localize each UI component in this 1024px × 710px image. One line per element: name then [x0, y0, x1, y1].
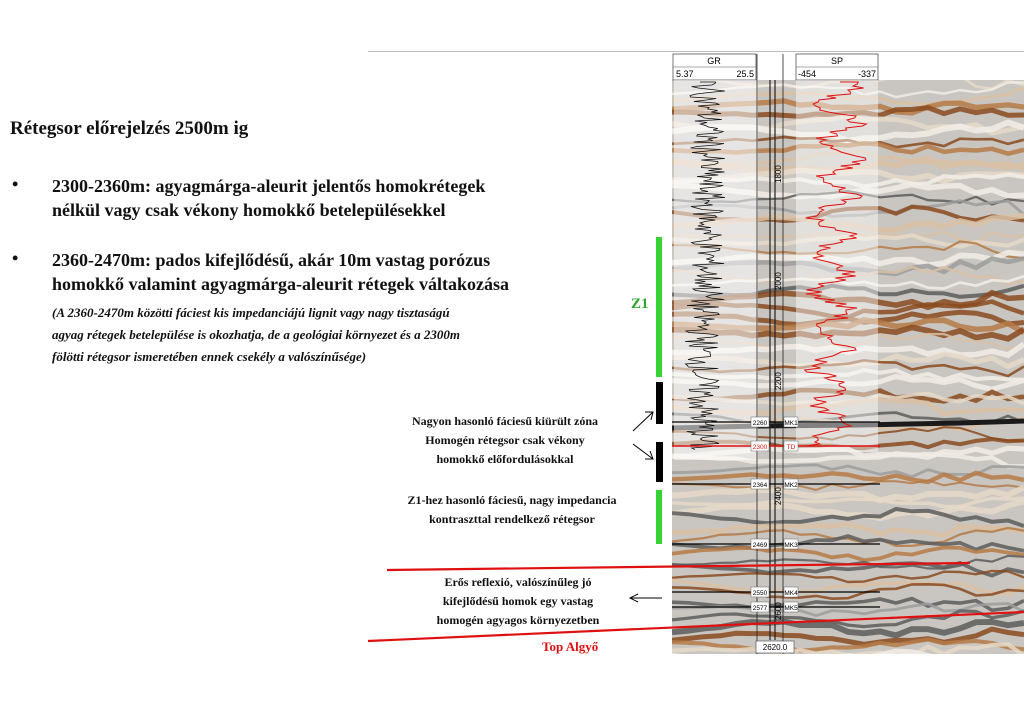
bullet-marker: •: [12, 174, 19, 194]
gr-track-name: GR: [707, 56, 721, 66]
arrow-to-homogeneous-zone: [633, 444, 653, 459]
marker-name: MK4: [784, 590, 798, 597]
sp-track-header: [796, 54, 878, 80]
note-line-3: fölötti rétegsor ismeretében ennek csekély a valószínűsége): [52, 349, 367, 364]
marker-depth: 2577: [752, 605, 768, 612]
gr-max: 25.5: [736, 69, 754, 79]
bottom-depth-value: 2620.0: [762, 643, 788, 652]
marker-depth: 2364: [752, 482, 768, 489]
depleted-line-3: homokkő előfordulásokkal: [436, 452, 574, 466]
z1-zone-bar: [656, 237, 662, 377]
depth-tick-label: 1800: [774, 165, 783, 183]
z1like-line-1: Z1-hez hasonló fáciesű, nagy impedancia: [407, 493, 617, 507]
note-line-1: (A 2360-2470m közötti fáciest kis impedanciájú lignit vagy nagy tisztaságú: [52, 305, 450, 320]
arrow-to-strong-reflection: [630, 594, 662, 602]
depth-tick-label: 2400: [774, 487, 783, 505]
marker-depth: 2260: [752, 420, 768, 427]
label-top-algyo: Top Algyő: [542, 639, 599, 654]
sp-min: -454: [798, 69, 817, 79]
marker-name: MK3: [784, 542, 798, 549]
depth-tick-label: 2600: [774, 602, 783, 620]
page-title: Rétegsor előrejelzés 2500m ig: [10, 118, 249, 139]
marker-name: TD: [786, 444, 796, 451]
marker-depth: 2469: [752, 542, 768, 549]
reflection-line-2: kifejlődésű homok egy vastag: [442, 594, 594, 608]
sp-track-name: SP: [830, 56, 844, 66]
reflection-line-1: Erős reflexió, valószínűleg jó: [444, 575, 592, 589]
gr-min: 5.37: [676, 69, 694, 79]
bullet-1-line-2: nélkül vagy csak vékony homokkő betelepülésekkel: [52, 200, 446, 220]
homogeneous-zone-bar: [656, 442, 663, 482]
marker-name: MK5: [784, 605, 798, 612]
depth-tick-label: 2000: [774, 272, 783, 290]
note-line-2: agyag rétegek betelepülése is okozhatja, de a geológiai környezet és a 2300m: [52, 327, 460, 342]
bullet-2-line-2: homokkő valamint agyagmárga-aleurit rétegek váltakozása: [52, 274, 509, 294]
depleted-zone-bar: [656, 382, 663, 424]
z1-like-zone-bar: [656, 490, 662, 544]
marker-depth: 2300: [752, 444, 768, 451]
marker-depth: 2550: [752, 590, 768, 597]
depth-tick-label: 2200: [774, 372, 783, 390]
gr-track-header: [673, 54, 756, 80]
bullet-1-line-1: 2300-2360m: agyagmárga-aleurit jelentős homokrétegek: [52, 176, 486, 196]
bullet-2-line-1: 2360-2470m: pados kifejlődésű, akár 10m vastag porózus: [52, 250, 491, 270]
bullet-marker: •: [12, 248, 19, 268]
marker-name: MK1: [784, 420, 798, 427]
arrow-to-depleted-zone: [633, 412, 653, 431]
z1like-line-2: kontraszttal rendelkező rétegsor: [429, 512, 595, 526]
z1-label: Z1: [631, 296, 649, 312]
marker-name: MK2: [784, 482, 798, 489]
depleted-line-2: Homogén rétegsor csak vékony: [425, 433, 585, 447]
sp-max: -337: [857, 69, 876, 79]
reflection-line-3: homogén agyagos környezetben: [436, 613, 600, 627]
depleted-line-1: Nagyon hasonló fáciesű kiürült zóna: [411, 414, 599, 428]
